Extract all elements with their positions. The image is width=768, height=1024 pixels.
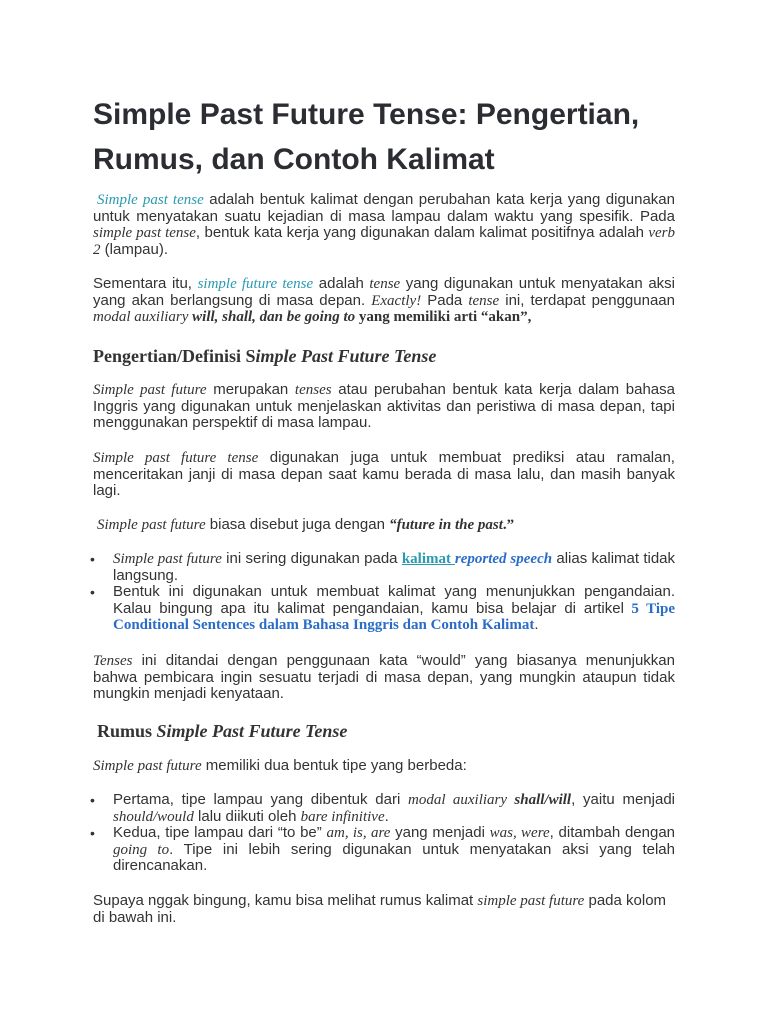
section-heading-definition [93,345,436,367]
link-reported-speech[interactable]: reported speech [454,551,553,567]
text-italic: Tenses [93,653,133,669]
text-italic: going to [113,841,170,858]
heading-text-italic: imple Past Future Tense [255,346,437,366]
text-italic: Simple past future [97,517,206,533]
text: lalu diikuti oleh [193,807,301,825]
list-item [90,550,676,584]
bullet-list-types [90,791,676,875]
text: (lampau). [100,240,169,258]
paragraph-alias [93,517,675,534]
text-bold-italic: “future in the past [389,517,503,533]
text-italic: bare infinitive [300,808,385,825]
section-heading-formula [97,720,347,742]
text: ini, terdapat penggunaan [499,291,675,309]
text: . [534,616,539,633]
heading-text-italic: Simple Past Future Tense [156,721,348,741]
text-italic: simple past future [477,893,585,909]
text-italic: Simple past future [93,758,202,774]
text: , ditambah dengan [549,824,676,841]
link-simple-future-tense[interactable]: simple future tense [197,276,314,292]
text-bold: yang memiliki arti “akan”, [355,309,532,325]
text: Bentuk ini digunakan untuk membuat kalimat yang menunjukkan pengandaian. Kalau bingung apa itu kalimat pengandaian, kamu bisa belajar di artikel [113,583,675,617]
text: , bentuk kata kerja yang digunakan dalam kalimat positifnya adalah [195,224,649,241]
heading-text: Pengertian/Definisi S [93,346,256,366]
text-italic: should/would [113,808,194,825]
paragraph-types [93,758,675,775]
bullet-icon: • [90,825,95,841]
text-italic: tenses [294,382,332,398]
text: pada kolom di bawah ini. [93,892,667,926]
text-italic: Simple past future [113,551,222,567]
text-italic: was, were [489,825,550,841]
page-title: Simple Past Future Tense: Pengertian, Rumus, dan Contoh Kalimat [93,98,640,176]
text: adalah bentuk kalimat dengan perubahan kata kerja yang digunakan untuk menyatakan suatu kejadian di masa lampau dalam waktu yang spesifik. Pada [93,191,675,225]
bullet-icon: • [90,792,95,808]
text: Pada [421,291,469,309]
text-italic: Exactly! [371,292,422,309]
text-italic: Simple past future [93,382,207,398]
text-italic: modal auxiliary [93,309,189,325]
text: digunakan juga untuk membuat prediksi atau ramalan, menceritakan janji di masa depan saat kamu berada di masa lalu, dan masih banyak lagi. [93,449,675,499]
bullet-icon: • [90,584,95,600]
link-simple-past-tense[interactable]: Simple past tense [97,192,204,208]
text: ini ditandai dengan penggunaan kata “would” yang biasanya menunjukkan bahwa pembicara ingin sesuatu terjadi di masa depan, yang mungkin ataupun tidak mungkin menjadi kenyataan. [93,652,675,702]
text-italic: simple past tense [93,225,196,241]
heading-text: Rumus [97,721,157,741]
text: . Tipe ini lebih sering digunakan untuk menyatakan aksi yang telah direncanakan. [113,840,675,874]
text-italic: am, is, are [326,825,391,841]
text-bold-italic: will, shall, dan be going to [188,309,356,325]
text: atau perubahan bentuk kata kerja dalam bahasa Inggris yang digunakan untuk menjelaskan aktivitas dan peristiwa di masa depan, tapi menggunakan perspektif di masa lampau. [93,381,675,431]
text-italic: Simple past future tense [93,450,259,466]
paragraph-definition [93,382,675,432]
text: merupakan [206,381,295,398]
text: Supaya nggak bingung, kamu bisa melihat rumus kalimat [93,892,478,909]
list-item [90,583,675,634]
text-italic: verb 2 [93,225,675,258]
text-bold: .” [502,517,515,533]
bullet-list-usage [90,550,676,634]
link-kalimat[interactable]: kalimat [401,551,455,567]
text: biasa disebut juga dengan [205,516,390,533]
link-conditional-sentences[interactable]: 5 Tipe Conditional Sentences dalam Bahasa Inggris dan Contoh Kalimat [113,600,675,633]
text: alias kalimat tidak langsung. [113,550,676,584]
text: ini sering digunakan pada [221,550,402,567]
text: . [384,807,389,825]
text: memiliki dua bentuk tipe yang berbeda: [201,757,467,774]
text-italic: tense [468,292,500,309]
paragraph-intro [93,192,675,258]
text: adalah [313,275,370,292]
text: Pertama, tipe lampau yang dibentuk dari [113,791,409,808]
list-item [90,791,675,825]
paragraph-future [93,276,675,326]
paragraph-tenses [93,653,675,703]
text-bold-italic: shall/will [507,792,572,808]
text-italic: tense [369,276,401,292]
list-item [90,824,676,875]
paragraph-closing [93,893,675,926]
bullet-icon: • [90,551,95,567]
text: yang menjadi [390,824,490,841]
paragraph-usage [93,450,675,500]
text: Kedua, tipe lampau dari “to be” [113,824,327,841]
text: Sementara itu, [93,275,198,292]
text: , yaitu menjadi [571,791,675,808]
text-italic: modal auxiliary [408,792,508,808]
text: yang digunakan untuk menyatakan aksi yang akan berlangsung di masa depan. [93,275,675,309]
